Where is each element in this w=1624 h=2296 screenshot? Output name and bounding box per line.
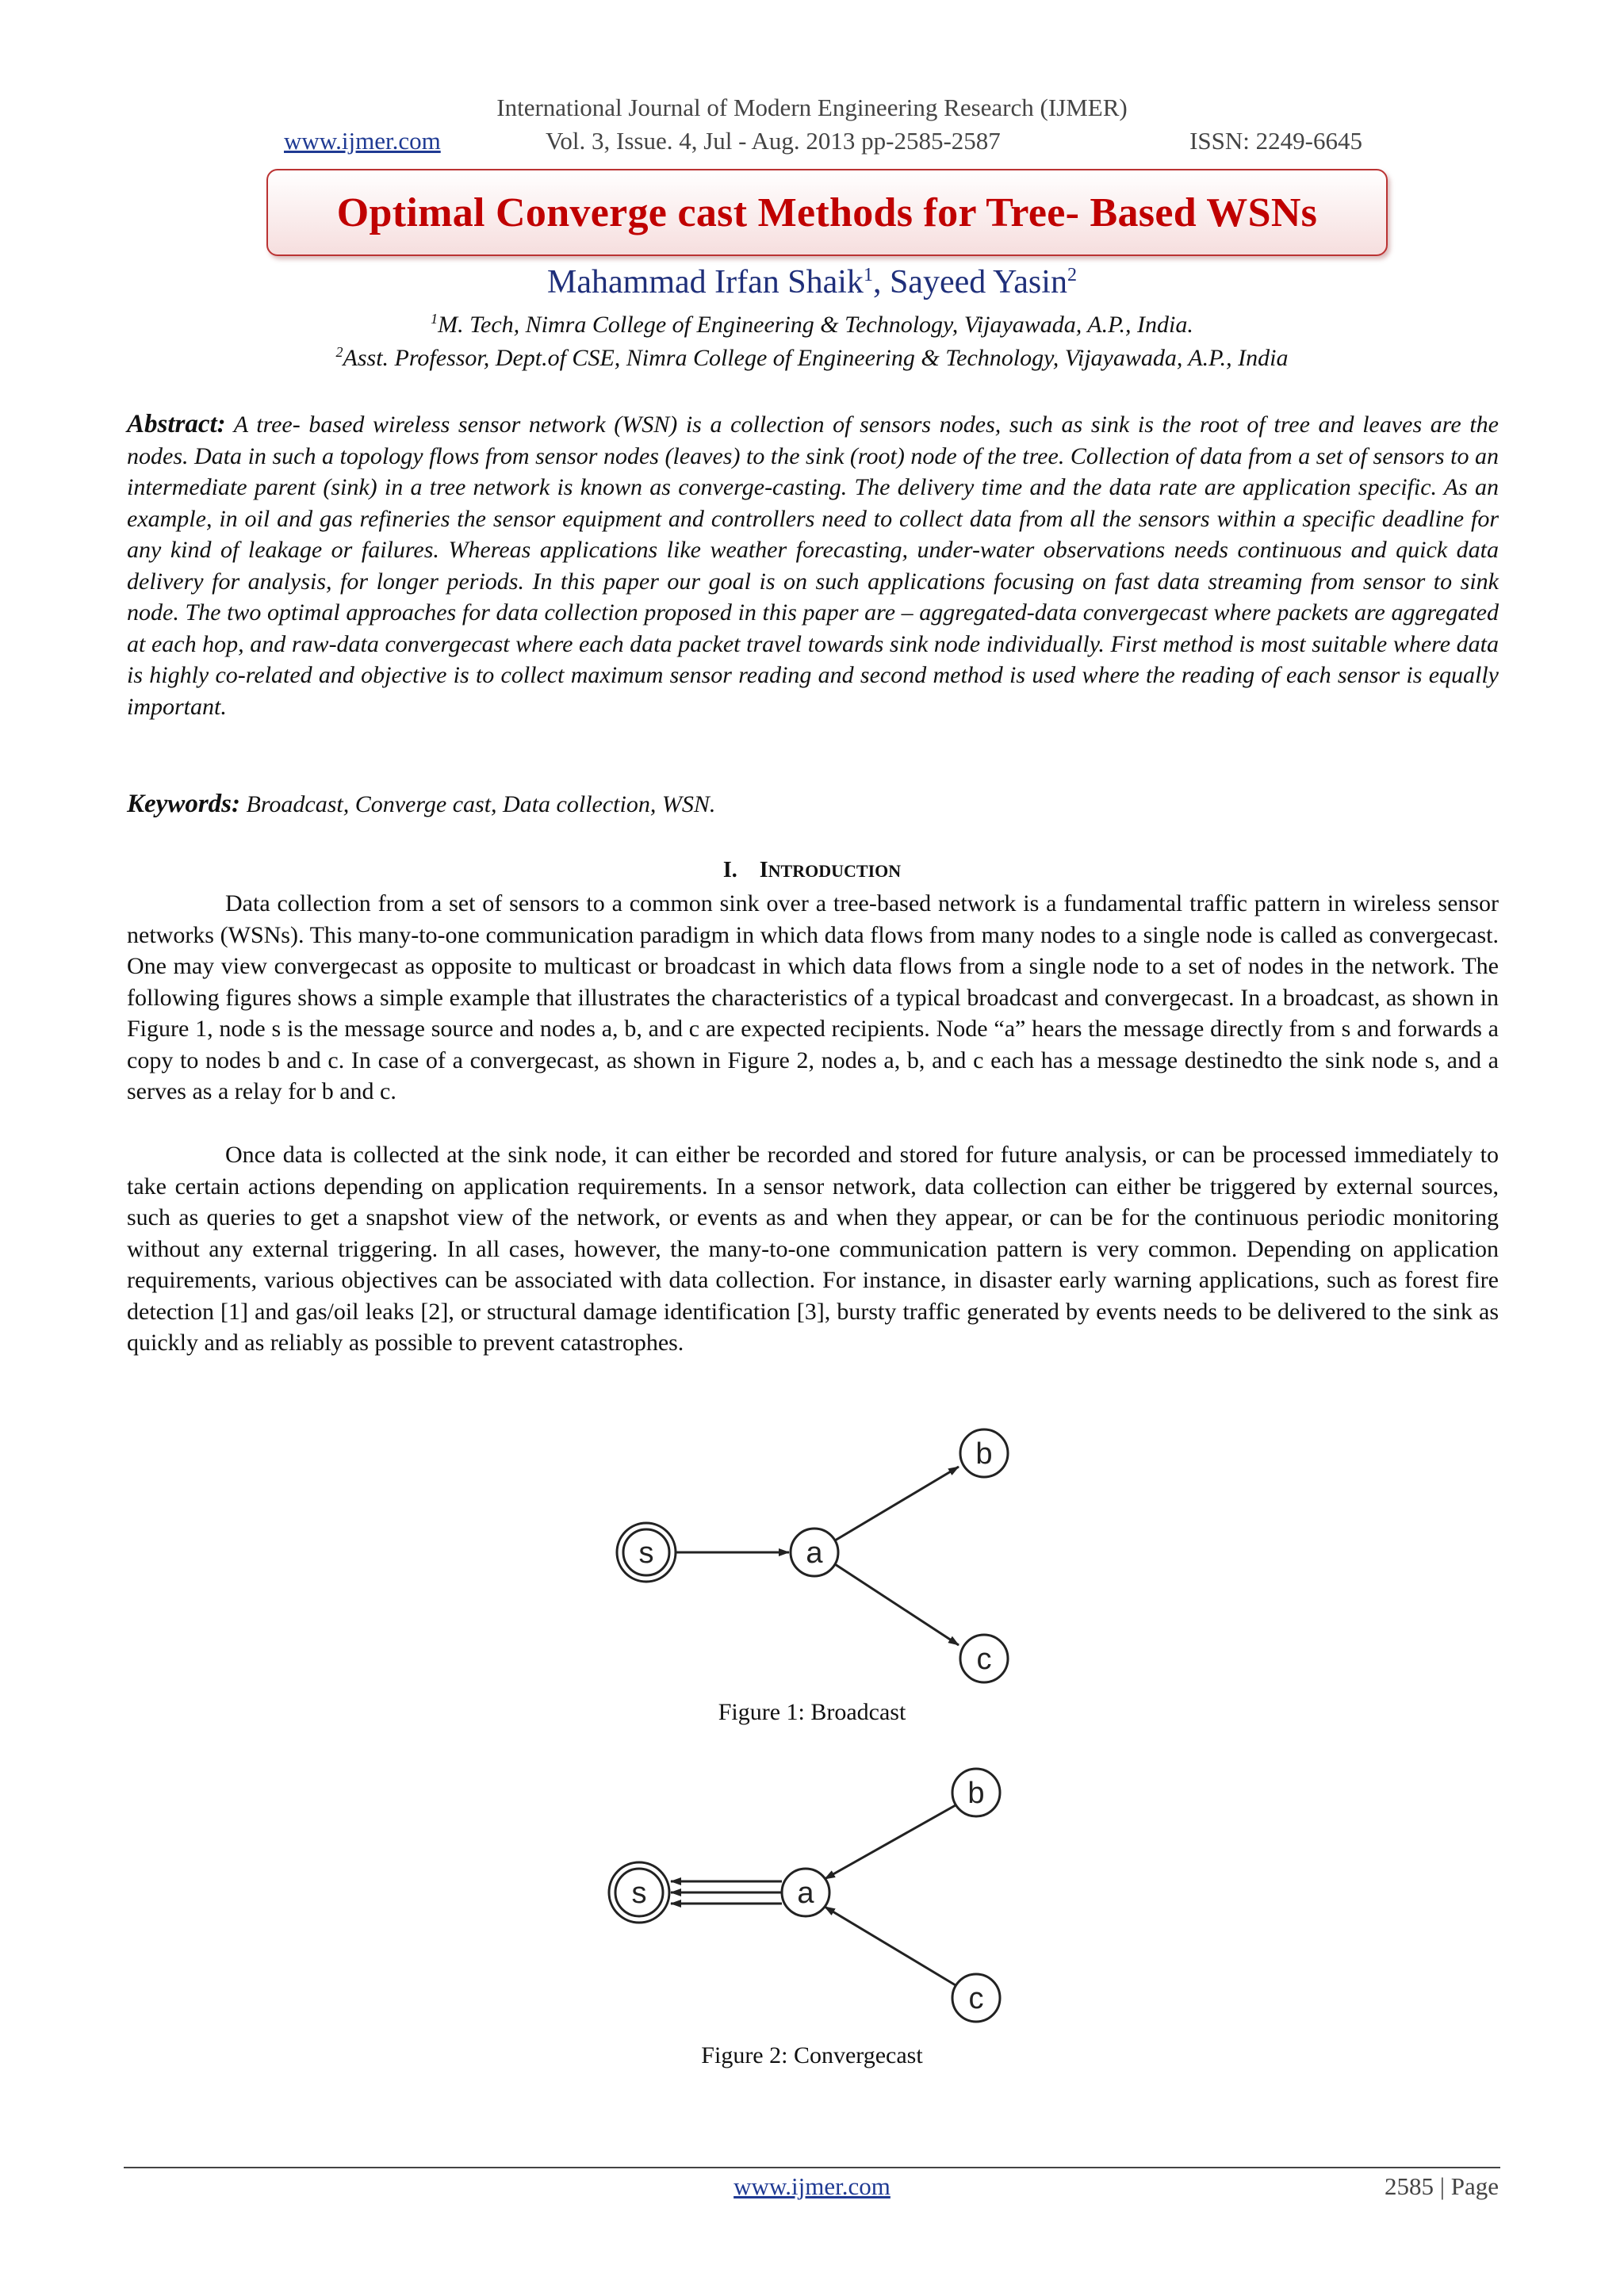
- keywords: [127, 790, 1499, 819]
- author-separator: ,: [872, 264, 890, 300]
- intro-paragraph-2: [127, 1139, 1499, 1359]
- node-s-label: s: [631, 1877, 647, 1910]
- section-rest: NTRODUCTION: [768, 861, 902, 881]
- authors: [0, 263, 1624, 301]
- page-number: 2585 | Page: [1385, 2172, 1499, 2200]
- node-b: [952, 1769, 1000, 1816]
- footer-rule: [124, 2167, 1500, 2168]
- node-s: [609, 1862, 669, 1923]
- node-b-label: b: [967, 1777, 985, 1810]
- edge-a-b: [835, 1467, 959, 1540]
- intro-paragraph-1: [127, 888, 1499, 1108]
- node-a-label: a: [797, 1877, 814, 1910]
- volume-info: Vol. 3, Issue. 4, Jul - Aug. 2013 pp-2585-2587: [546, 127, 1001, 155]
- figure-1-diagram: [587, 1411, 1031, 1697]
- paragraph-text: Data collection from a set of sensors to a common sink over a tree-based network is a fundamental traffic pattern in wireless sensor networks (WSNs). This many-to-one communication paradigm in which data flows from many nodes to a single node is called as convergecast. One may view convergecast as opposite to multicast or broadcast in which data flows from a single node to a set of nodes in the network. The following figures shows a simple example that illustrates the characteristics of a typical broadcast and convergecast. In a broadcast, as shown in Figure 1, node s is the message source and nodes a, b, and c are expected recipients. Node “a” hears the message directly from s and forwards a copy to nodes b and c. In case of a convergecast, as shown in Figure 2, nodes a, b, and c each has a message destinedto the sink node s, and a serves as a relay for b and c.: [127, 890, 1499, 1104]
- paper-title: Optimal Converge cast Methods for Tree- Based WSNs: [336, 189, 1318, 235]
- node-b: [960, 1429, 1008, 1477]
- node-a: [782, 1869, 829, 1916]
- node-a: [791, 1529, 838, 1576]
- journal-url-link[interactable]: www.ijmer.com: [284, 127, 441, 155]
- author-1-sup: 1: [863, 265, 873, 285]
- affiliation-2-sup: 2: [335, 344, 343, 360]
- abstract-text: A tree- based wireless sensor network (WSN) is a collection of sensors nodes, such as sink is the root of tree and leaves are the nodes. Data in such a topology flows from sensor nodes (leaves) to the sink (root) node of the tree. Collection of data from a set of sensors to an intermediate parent (sink) in a tree network is known as converge-casting. The delivery time and the data rate are application specific. As an example, in oil and gas refineries the sensor equipment and controllers need to collect data from all the sensors within a specific deadline for any kind of leakage or failures. Whereas applications like weather forecasting, under-water observations needs continuous and quick data delivery for analysis, for longer periods. In this paper our goal is on such applications focusing on fast data streaming from sensor to sink node. The two optimal approaches for data collection proposed in this paper are – aggregated-data convergecast where packets are aggregated at each hop, and raw-data convergecast where each data packet travel towards sink node individually. First method is most suitable where data is highly co-related and objective is to collect maximum sensor reading and second method is used where the reading of each sensor is equally important.: [127, 411, 1499, 720]
- issn: ISSN: 2249-6645: [1189, 127, 1362, 155]
- node-a-label: a: [806, 1536, 823, 1570]
- node-s-label: s: [638, 1536, 654, 1570]
- edge-a-c: [835, 1564, 959, 1645]
- keywords-text: Broadcast, Converge cast, Data collection, WSN.: [240, 791, 716, 817]
- section-number: I.: [722, 858, 737, 882]
- node-s: [617, 1523, 676, 1582]
- node-b-label: b: [975, 1437, 993, 1471]
- keywords-label: Keywords:: [127, 790, 240, 818]
- journal-name: International Journal of Modern Engineering Research (IJMER): [496, 94, 1128, 121]
- affiliation-1-sup: 1: [431, 311, 439, 327]
- section-initial: I: [759, 858, 768, 882]
- edge-c-a: [825, 1907, 956, 1985]
- abstract-label: Abstract:: [127, 410, 226, 438]
- edge-b-a: [825, 1805, 956, 1879]
- figure-2-caption: Figure 2: Convergecast: [701, 2042, 923, 2068]
- affiliation-1-text: M. Tech, Nimra College of Engineering & Technology, Vijayawada, A.P., India.: [438, 312, 1193, 338]
- node-c-label: c: [976, 1643, 992, 1676]
- title-box: [266, 169, 1388, 256]
- footer-url-link[interactable]: www.ijmer.com: [733, 2172, 891, 2200]
- node-c: [960, 1635, 1008, 1682]
- author-2: Sayeed Yasin: [889, 264, 1067, 300]
- node-c: [952, 1974, 1000, 2022]
- abstract: [127, 409, 1499, 722]
- section-heading: [0, 858, 1624, 883]
- affiliation-2: [0, 344, 1624, 372]
- author-2-sup: 2: [1067, 265, 1077, 285]
- affiliation-2-text: Asst. Professor, Dept.of CSE, Nimra College of Engineering & Technology, Vijayawada, A.P., India: [343, 345, 1289, 371]
- affiliation-1: [0, 311, 1624, 339]
- paragraph-text: Once data is collected at the sink node, it can either be recorded and stored for future analysis, or can be processed immediately to take certain actions depending on application requirements. In a sensor network, data collection can either be triggered by external sources, such as queries to get a snapshot view of the network, or events as and when they appear, or can be for the continuous periodic monitoring without any external triggering. In all cases, however, the many-to-one communication pattern is very common. Depending on application requirements, various objectives can be associated with data collection. For instance, in disaster early warning applications, such as forest fire detection [1] and gas/oil leaks [2], or structural damage identification [3], bursty traffic generated by events needs to be delivered to the sink as quickly and as reliably as possible to prevent catastrophes.: [127, 1142, 1499, 1356]
- figure-2-diagram: [587, 1752, 1031, 2038]
- author-1: Mahammad Irfan Shaik: [547, 264, 864, 300]
- node-c-label: c: [968, 1982, 984, 2015]
- figure-1-caption: Figure 1: Broadcast: [718, 1699, 906, 1725]
